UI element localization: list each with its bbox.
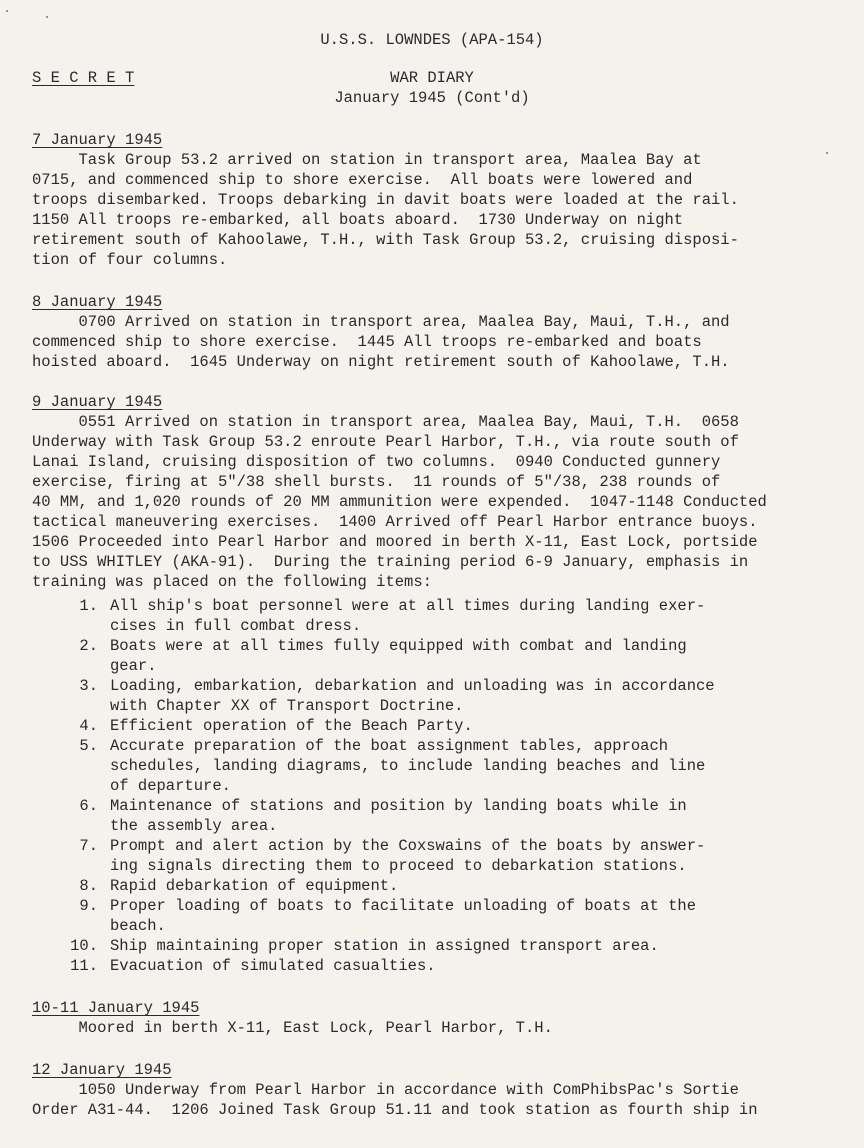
paper-speck — [6, 10, 8, 12]
entry-text-line: hoisted aboard. 1645 Underway on night retirement south of Kahoolawe, T.H. — [32, 353, 730, 371]
list-item-text: with Chapter XX of Transport Doctrine. — [110, 697, 464, 715]
paper-speck — [826, 152, 828, 154]
entry-text-line: Order A31-44. 1206 Joined Task Group 51.11 and took station as fourth ship in — [32, 1101, 758, 1119]
list-item-text: schedules, landing diagrams, to include landing beaches and line — [110, 757, 706, 775]
entry-date: 9 January 1945 — [32, 393, 163, 411]
list-item-text: Evacuation of simulated casualties. — [110, 957, 436, 975]
list-item-number: 6. — [79, 797, 98, 815]
entry-date: 10-11 January 1945 — [32, 999, 200, 1017]
list-item-text: Ship maintaining proper station in assigned transport area. — [110, 937, 659, 955]
list-item-text: ing signals directing them to proceed to debarkation stations. — [110, 857, 687, 875]
entry-text-line: Task Group 53.2 arrived on station in transport area, Maalea Bay at — [32, 151, 702, 169]
list-item-text: Accurate preparation of the boat assignment tables, approach — [110, 737, 669, 755]
list-item-number: 11. — [70, 957, 98, 975]
list-item-text: gear. — [110, 657, 157, 675]
list-item-text: Proper loading of boats to facilitate unloading of boats at the — [110, 897, 696, 915]
list-item-text: cises in full combat dress. — [110, 617, 362, 635]
entry-text-line: Lanai Island, cruising disposition of two columns. 0940 Conducted gunnery — [32, 453, 721, 471]
entry-text-line: 0551 Arrived on station in transport area, Maalea Bay, Maui, T.H. 0658 — [32, 413, 739, 431]
list-item-number: 5. — [79, 737, 98, 755]
entry-text-line: retirement south of Kahoolawe, T.H., with Task Group 53.2, cruising disposi- — [32, 231, 739, 249]
entry-text-line: 1150 All troops re-embarked, all boats aboard. 1730 Underway on night — [32, 211, 684, 229]
entry-text-line: Moored in berth X-11, East Lock, Pearl Harbor, T.H. — [32, 1019, 553, 1037]
list-item-number: 8. — [79, 877, 98, 895]
entry-text-line: tion of four columns. — [32, 251, 228, 269]
list-item-number: 4. — [79, 717, 98, 735]
list-item-text: All ship's boat personnel were at all times during landing exer- — [110, 597, 706, 615]
paper-speck — [46, 16, 48, 18]
entry-text-line: Underway with Task Group 53.2 enroute Pearl Harbor, T.H., via route south of — [32, 433, 739, 451]
entry-text-line: exercise, firing at 5"/38 shell bursts. 11 rounds of 5"/38, 238 rounds of — [32, 473, 721, 491]
entry-text-line: to USS WHITLEY (AKA-91). During the training period 6-9 January, emphasis in — [32, 553, 749, 571]
list-item-text: of departure. — [110, 777, 231, 795]
list-item-text: beach. — [110, 917, 166, 935]
list-item-text: Maintenance of stations and position by landing boats while in — [110, 797, 687, 815]
entry-text-line: commenced ship to shore exercise. 1445 All troops re-embarked and boats — [32, 333, 702, 351]
list-item-number: 3. — [79, 677, 98, 695]
entry-text-line: 1506 Proceeded into Pearl Harbor and moored in berth X-11, East Lock, portside — [32, 533, 758, 551]
list-item-text: the assembly area. — [110, 817, 278, 835]
list-item-text: Prompt and alert action by the Coxswains of the boats by answer- — [110, 837, 706, 855]
list-item-number: 2. — [79, 637, 98, 655]
entry-date: 8 January 1945 — [32, 293, 163, 311]
list-item-number: 7. — [79, 837, 98, 855]
entry-text-line: 1050 Underway from Pearl Harbor in accordance with ComPhibsPac's Sortie — [32, 1081, 739, 1099]
document-type: WAR DIARY — [390, 69, 474, 87]
entry-text-line: 40 MM, and 1,020 rounds of 20 MM ammunition were expended. 1047-1148 Conducted — [32, 493, 767, 511]
document-period: January 1945 (Cont'd) — [334, 89, 530, 107]
entry-text-line: troops disembarked. Troops debarking in davit boats were loaded at the rail. — [32, 191, 739, 209]
list-item-text: Rapid debarkation of equipment. — [110, 877, 399, 895]
list-item-number: 9. — [79, 897, 98, 915]
entry-text-line: 0715, and commenced ship to shore exercise. All boats were lowered and — [32, 171, 693, 189]
list-item-number: 1. — [79, 597, 98, 615]
list-item-text: Loading, embarkation, debarkation and unloading was in accordance — [110, 677, 715, 695]
entry-text-line: training was placed on the following items: — [32, 573, 432, 591]
list-item-text: Boats were at all times fully equipped with combat and landing — [110, 637, 687, 655]
list-item-text: Efficient operation of the Beach Party. — [110, 717, 473, 735]
entry-date: 12 January 1945 — [32, 1061, 172, 1079]
list-item-number: 10. — [70, 937, 98, 955]
classification-marking: S E C R E T — [32, 69, 135, 87]
entry-text-line: 0700 Arrived on station in transport area, Maalea Bay, Maui, T.H., and — [32, 313, 730, 331]
ship-name: U.S.S. LOWNDES (APA-154) — [320, 31, 544, 49]
entry-text-line: tactical maneuvering exercises. 1400 Arrived off Pearl Harbor entrance buoys. — [32, 513, 758, 531]
entry-date: 7 January 1945 — [32, 131, 163, 149]
